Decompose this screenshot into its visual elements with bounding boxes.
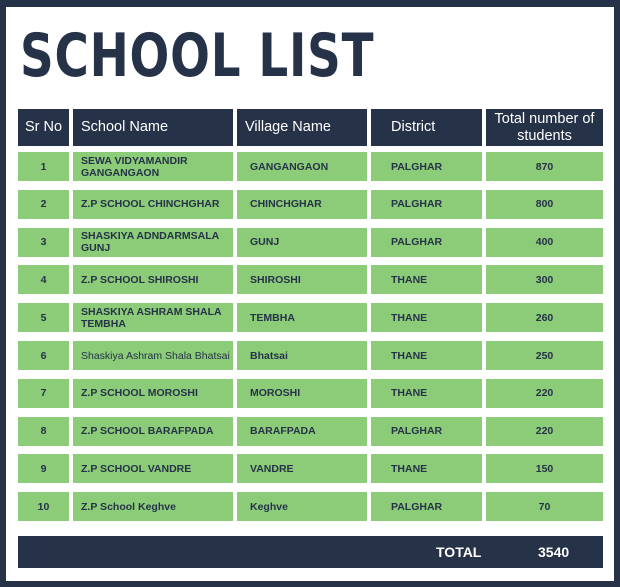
cell-sr-no: 6 <box>18 341 69 370</box>
cell-village-name: Bhatsai <box>237 341 367 370</box>
cell-village-name: BARAFPADA <box>237 417 367 446</box>
cell-village-name: CHINCHGHAR <box>237 190 367 219</box>
cell-school-name: SHASKIYA ADNDARMSALA GUNJ <box>73 228 233 257</box>
cell-district: THANE <box>371 454 482 483</box>
cell-school-name: Z.P SCHOOL VANDRE <box>73 454 233 483</box>
cell-school-name: SHASKIYA ASHRAM SHALA TEMBHA <box>73 303 233 332</box>
cell-students: 220 <box>486 379 603 408</box>
cell-students: 400 <box>486 228 603 257</box>
cell-sr-no: 3 <box>18 228 69 257</box>
cell-students: 220 <box>486 417 603 446</box>
cell-village-name: VANDRE <box>237 454 367 483</box>
header-school-name: School Name <box>73 109 233 146</box>
total-label: TOTAL <box>436 544 482 560</box>
cell-district: PALGHAR <box>371 190 482 219</box>
cell-students: 870 <box>486 152 603 181</box>
cell-village-name: SHIROSHI <box>237 265 367 294</box>
cell-village-name: TEMBHA <box>237 303 367 332</box>
header-sr-no: Sr No <box>18 109 69 146</box>
cell-students: 260 <box>486 303 603 332</box>
cell-sr-no: 8 <box>18 417 69 446</box>
header-village-name: Village Name <box>237 109 367 146</box>
cell-village-name: GANGANGAON <box>237 152 367 181</box>
cell-district: PALGHAR <box>371 152 482 181</box>
school-list-card <box>6 7 614 581</box>
cell-sr-no: 9 <box>18 454 69 483</box>
cell-school-name: SEWA VIDYAMANDIR GANGANGAON <box>73 152 233 181</box>
cell-sr-no: 4 <box>18 265 69 294</box>
cell-school-name: Z.P SCHOOL CHINCHGHAR <box>73 190 233 219</box>
cell-students: 250 <box>486 341 603 370</box>
cell-sr-no: 10 <box>18 492 69 521</box>
page-title: SCHOOL LIST <box>20 21 375 91</box>
cell-village-name: Keghve <box>237 492 367 521</box>
header-total-students: Total number of students <box>486 109 603 146</box>
cell-sr-no: 7 <box>18 379 69 408</box>
total-value: 3540 <box>538 544 570 560</box>
cell-students: 150 <box>486 454 603 483</box>
cell-district: PALGHAR <box>371 492 482 521</box>
cell-district: THANE <box>371 303 482 332</box>
cell-district: PALGHAR <box>371 228 482 257</box>
cell-school-name: Z.P School Keghve <box>73 492 233 521</box>
cell-students: 800 <box>486 190 603 219</box>
cell-district: THANE <box>371 341 482 370</box>
cell-village-name: MOROSHI <box>237 379 367 408</box>
header-district: District <box>371 109 482 146</box>
cell-school-name: Shaskiya Ashram Shala Bhatsai <box>73 341 233 370</box>
cell-students: 300 <box>486 265 603 294</box>
cell-school-name: Z.P SCHOOL BARAFPADA <box>73 417 233 446</box>
cell-village-name: GUNJ <box>237 228 367 257</box>
cell-students: 70 <box>486 492 603 521</box>
cell-district: THANE <box>371 379 482 408</box>
total-bar <box>18 536 603 568</box>
cell-district: PALGHAR <box>371 417 482 446</box>
cell-school-name: Z.P SCHOOL MOROSHI <box>73 379 233 408</box>
cell-district: THANE <box>371 265 482 294</box>
cell-sr-no: 5 <box>18 303 69 332</box>
cell-sr-no: 2 <box>18 190 69 219</box>
cell-school-name: Z.P SCHOOL SHIROSHI <box>73 265 233 294</box>
cell-sr-no: 1 <box>18 152 69 181</box>
